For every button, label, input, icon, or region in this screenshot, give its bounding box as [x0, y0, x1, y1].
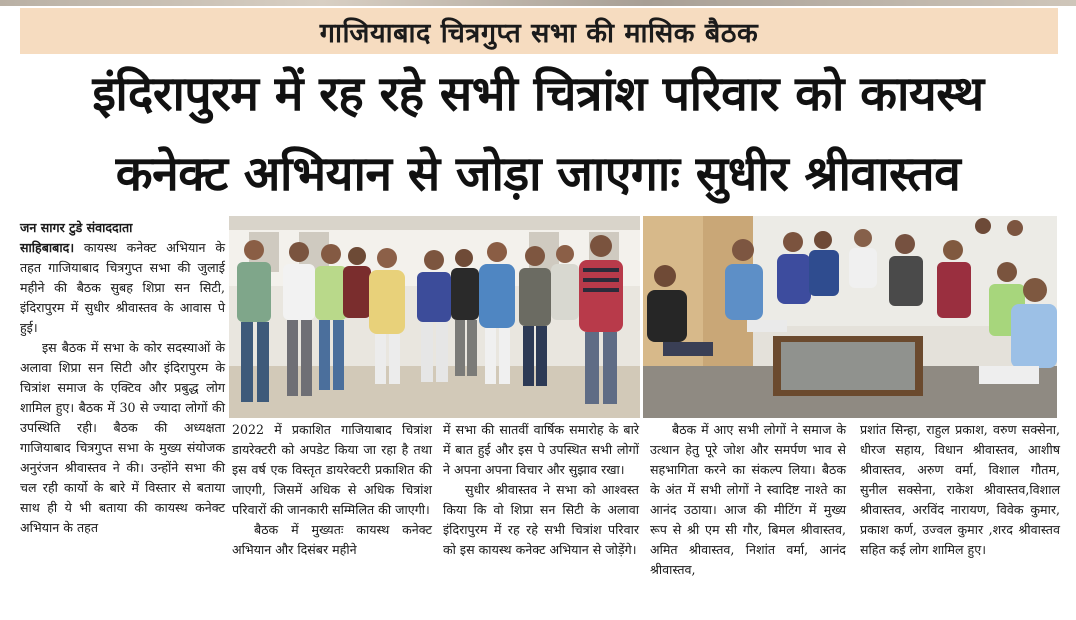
column-3-paragraph-1: में सभा की सातवीं वार्षिक समारोह के बारे में बात हुई और इस पे उपस्थित सभी लोगों ने अपना अपना विचार और सुझाव रखा। — [443, 422, 639, 477]
column-2-paragraph-2: बैठक में मुख्यतः कायस्थ कनेक्ट अभियान और दिसंबर महीने — [232, 522, 432, 557]
column-4-paragraph-1: बैठक में आए सभी लोगों ने समाज के उत्थान हेतु पूरे जोश और समर्पण भाव से सहभागिता करने का संकल्प लिया। बैठक के अंत में सभी लोगों ने स्वादिष्ट नाश्ते का आनंद उठाया। आज की मीटिंग में मुख्य रूप से श्री एम सी गौर, बिमल श्रीवास्तव, अमित श्रीवास्तव, निशांत वर्मा, आनंद श्रीवास्तव, — [650, 422, 846, 577]
byline: जन सागर टुडे संवाददाता — [20, 220, 133, 235]
column-2-paragraph-1: 2022 में प्रकाशित गाजियाबाद चित्रांश डायरेक्टरी को अपडेट किया जा रहा है तथा इस वर्ष एक विस्तृत डायरेक्टरी प्रकाशित की जाएगी, जिसमें अधिक से अधिक चित्रांश परिवारों की जानकारी सम्मिलित की जाएगी। — [232, 422, 432, 517]
group-photo-seated-image — [643, 216, 1057, 418]
article-column-4 — [650, 420, 846, 580]
article-column-3 — [443, 420, 639, 560]
column-1-paragraph-2: इस बैठक में सभा के कोर सदस्याओं के अलावा शिप्रा सन सिटी और इंदिरापुरम के चित्रांश समाज के एक्टिव और प्रबुद्ध लोग शामिल हुए। बैठक में 30 से ज्यादा लोगों की उपस्थिति रही। बैठक की अध्यक्षता गाजियाबाद चित्रगुप्त सभा के मुख्य संयोजक अनुरंजन श्रीवास्तव ने की। उन्होंने सभा की चल रही कार्यो के बारे में विस्तार से बताया साथ ही ये भी बताया की कायस्थ कनेक्ट अभियान के तहत — [20, 340, 225, 535]
kicker-banner — [20, 8, 1058, 54]
article-column-5 — [860, 420, 1060, 560]
top-image-strip — [0, 0, 1076, 6]
headline-line-1: इंदिरापुरम में रह रहे सभी चित्रांश परिवार को कायस्थ — [92, 66, 984, 122]
headline-line-2: कनेक्ट अभियान से जोड़ा जाएगाः सुधीर श्रीवास्तव — [115, 146, 961, 202]
group-photo-standing — [229, 216, 640, 418]
column-5-paragraph-1: प्रशांत सिन्हा, राहुल प्रकाश, वरुण सक्सेना, धीरज सहाय, विधान श्रीवास्तव, आशीष श्रीवास्तव, अरुण वर्मा, विशाल गौतम, सुनील सक्सेना, राकेश श्रीवास्तव,विशाल श्रीवास्तव, अरविंद नारायण, विवेक कुमार, प्रकाश कर्ण, उज्वल कुमार ,शरद श्रीवास्तव सहित कई लोग शामिल हुए। — [860, 422, 1060, 557]
group-photo-seated — [643, 216, 1057, 418]
column-1-paragraph-1 — [20, 238, 225, 338]
column-1-paragraph-1-text: कायस्थ कनेक्ट अभियान के तहत गाजियाबाद चित्रगुप्त सभा की जुलाई महीने की बैठक सुबह शिप्रा सन सिटी, इंदिरापुरम में सुधीर श्रीवास्तव के आवास पे हुई। — [20, 240, 225, 335]
dateline-place: साहिबाबाद। — [20, 240, 75, 255]
column-3-paragraph-2: सुधीर श्रीवास्तव ने सभा को आश्वस्त किया कि वो शिप्रा सन सिटी के अलावा इंदिरापुरम में रह रहे सभी चित्रांश परिवार को इस कायस्थ कनेक्ट अभियान से जोड़ेंगे। — [443, 482, 639, 557]
article-column-2 — [232, 420, 432, 560]
group-photo-standing-image — [229, 216, 640, 418]
article-column-1 — [20, 218, 225, 538]
kicker-text: गाजियाबाद चित्रगुप्त सभा की मासिक बैठक — [319, 17, 759, 49]
